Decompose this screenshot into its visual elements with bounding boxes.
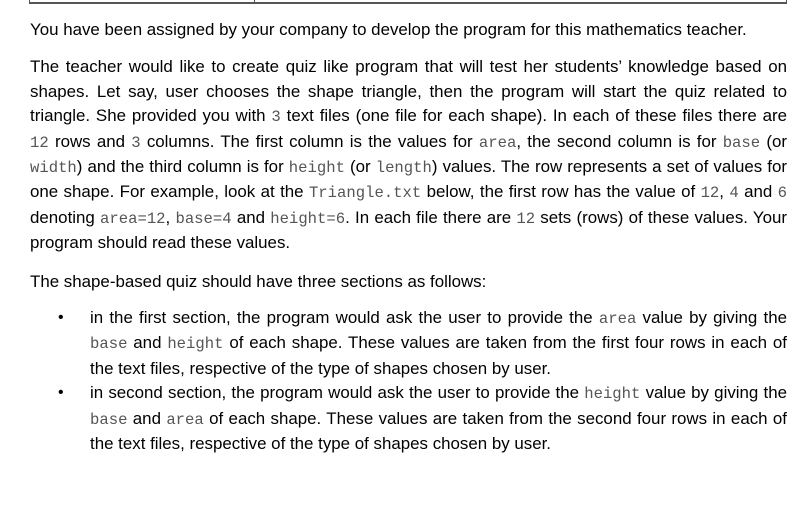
- code-height: height: [167, 335, 224, 354]
- table-column-divider: [254, 0, 255, 4]
- code-height: height: [288, 159, 345, 178]
- code-value: 12: [700, 184, 720, 203]
- text: ,: [719, 182, 730, 202]
- code-base: base: [722, 133, 761, 152]
- code-area: area: [166, 410, 204, 429]
- code-area: area: [478, 133, 517, 152]
- code-length: length: [375, 159, 432, 178]
- text: and: [231, 207, 271, 227]
- code-height: height: [584, 385, 641, 404]
- code-width: width: [30, 159, 77, 178]
- text: in second section, the program would ask the user to provide the: [90, 383, 585, 403]
- text: columns. The first column is the values for: [140, 131, 479, 151]
- code-value: 4: [729, 184, 739, 203]
- text: ,: [165, 207, 176, 227]
- code-area-assignment: area=12: [100, 209, 166, 228]
- code-base: base: [90, 410, 128, 429]
- text: value by giving the: [640, 383, 787, 403]
- text: rows and: [48, 131, 132, 151]
- text: of each shape. These values are taken from the second four rows in each of the text files, respective of the type of shapes chosen by user.: [90, 408, 787, 454]
- text: and: [127, 333, 168, 353]
- bullet-icon: •: [58, 309, 64, 327]
- text: text files (one file for each shape). In each of these files there are: [280, 106, 787, 126]
- list-item: [30, 306, 787, 381]
- code-filename: Triangle.txt: [308, 184, 422, 203]
- code-area: area: [598, 310, 637, 329]
- code-row-count: 12: [516, 209, 536, 228]
- list-item: [30, 381, 787, 456]
- text: . In each file there are: [345, 207, 517, 227]
- code-base-assignment: base=4: [175, 209, 232, 228]
- intro-paragraph: You have been assigned by your company to develop the program for this mathematics teacher.: [30, 20, 747, 39]
- code-row-count: 12: [30, 133, 49, 152]
- code-column-count: 3: [131, 133, 141, 152]
- sections-intro-paragraph: The shape-based quiz should have three sections as follows:: [30, 271, 487, 291]
- text: and: [127, 408, 167, 428]
- text: (or: [344, 157, 376, 177]
- code-value: 6: [777, 184, 788, 203]
- code-height-assignment: height=6: [270, 209, 346, 228]
- text: ) and the third column is for: [76, 157, 289, 177]
- text: ) values. The row represents a set of values for one shape. For example, look at the: [30, 157, 787, 202]
- sections-list: [30, 306, 787, 456]
- text: The teacher would like to create quiz like program that will test her students’ knowledge based on shapes. Let say, user chooses the shape triangle, then the program will start the quiz related to triangle. She provided you with: [30, 57, 787, 126]
- code-base: base: [90, 335, 128, 354]
- text: value by giving the: [636, 308, 787, 328]
- text: sets (rows) of these values. Your program should read these values.: [30, 207, 787, 253]
- text: denoting: [30, 207, 101, 227]
- bullet-icon: •: [58, 384, 64, 402]
- text: , the second column is for: [516, 131, 723, 151]
- text: of each shape. These values are taken from the first four rows in each of the text files, respective of the type of shapes chosen by user.: [90, 333, 787, 378]
- text: and: [738, 182, 778, 202]
- text: (or: [760, 131, 788, 151]
- text: below, the first row has the value of: [421, 182, 701, 202]
- code-number-files: 3: [271, 108, 281, 127]
- text: in the first section, the program would ask the user to provide the: [90, 308, 599, 328]
- document-body: [30, 18, 787, 457]
- table-border-top: [29, 0, 787, 4]
- description-paragraph: [30, 55, 787, 255]
